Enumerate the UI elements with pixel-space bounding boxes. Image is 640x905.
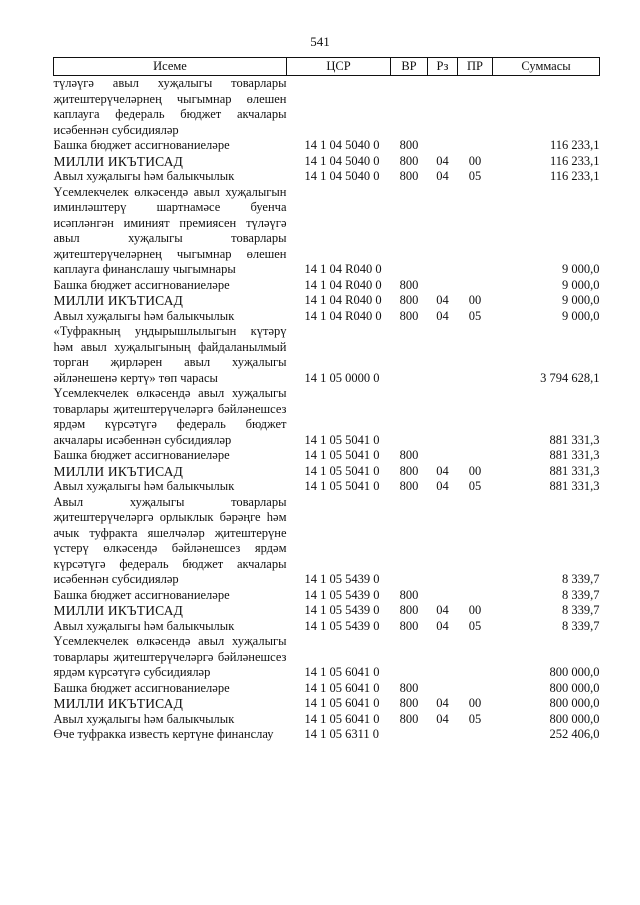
row-rz [428, 386, 458, 448]
row-rz [428, 138, 458, 154]
row-vr: 800 [399, 277, 419, 292]
row-rz: 04 [436, 293, 449, 307]
row-sum: 116 233,1 [549, 153, 600, 168]
row-pr [458, 278, 493, 294]
row-sum: 800 000,0 [549, 711, 600, 726]
table-row [54, 138, 600, 154]
row-rz [428, 681, 458, 697]
table-row [54, 712, 600, 728]
row-rz [428, 588, 458, 604]
table-row [54, 681, 600, 697]
row-pr: 05 [468, 308, 482, 323]
row-sum: 800 000,0 [549, 680, 600, 695]
table-header [54, 58, 600, 76]
row-name: Үсемлекчелек өлкәсендә авыл хуҗалыгы товарлары җитештерүчеләргә бәйләнешсез ярдәм күрсәтүгә федераль бюджет акчалары исәбеннән субсидияләр [53, 386, 287, 447]
row-pr: 00 [468, 153, 482, 168]
row-csr: 14 1 05 5439 0 [304, 618, 380, 633]
row-pr [458, 138, 493, 154]
table-row [54, 324, 600, 386]
row-vr [391, 324, 428, 386]
row-sum: 9 000,0 [562, 293, 600, 307]
row-rz [428, 495, 458, 588]
row-csr: 14 1 04 5040 0 [304, 153, 380, 168]
table-row [54, 634, 600, 681]
row-vr: 800 [399, 680, 419, 695]
row-vr: 800 [399, 711, 419, 726]
row-sum: 8 339,7 [562, 587, 600, 602]
table-row [54, 479, 600, 495]
budget-table [53, 57, 600, 743]
table-row [54, 588, 600, 604]
row-pr [458, 448, 493, 464]
row-vr: 800 [399, 169, 419, 183]
row-sum: 9 000,0 [562, 308, 600, 323]
row-csr: 14 1 05 6311 0 [304, 727, 380, 741]
row-name: Башка бюджет ассигнованиеләре [53, 277, 230, 292]
row-name: МИЛЛИ ИКЪТИСАД [53, 463, 184, 479]
row-rz: 04 [436, 603, 449, 617]
row-csr: 14 1 05 5439 0 [304, 587, 380, 602]
row-csr: 14 1 05 6041 0 [304, 665, 380, 679]
table-row [54, 603, 600, 619]
row-csr: 14 1 05 5041 0 [304, 432, 380, 447]
row-name: Үсемлекчелек өлкәсендә авыл хуҗалыгы товарлары җитештерүчеләргә бәйләнешсез ярдәм күрсәтүгә субсидияләр [53, 634, 287, 679]
row-name: Авыл хуҗалыгы һәм балыкчылык [53, 479, 235, 493]
row-rz [428, 634, 458, 681]
table-row [54, 448, 600, 464]
row-vr: 800 [399, 138, 419, 152]
row-name: Башка бюджет ассигнованиеләре [53, 138, 230, 152]
header-name: Исеме [54, 58, 287, 76]
row-pr [458, 588, 493, 604]
row-pr: 05 [468, 618, 482, 633]
row-name: Авыл хуҗалыгы һәм балыкчылык [53, 711, 235, 726]
row-csr: 14 1 05 6041 0 [304, 711, 380, 726]
header-rz: Рз [428, 58, 458, 76]
row-sum: 116 233,1 [549, 169, 600, 183]
row-rz: 04 [436, 479, 449, 493]
row-csr: 14 1 05 0000 0 [304, 370, 380, 385]
row-vr [391, 386, 428, 448]
row-csr: 14 1 04 R040 0 [304, 308, 382, 323]
row-name: Үсемлекчелек өлкәсендә авыл хуҗалыгын иминләштерү шартнамәсе буенча исәпләнгән иминият премиясен түләүгә авыл хуҗалыгы товарлары җитештерүчеләрнең чыгымнар өлешен каплауга финанслашу чыгымнары [53, 184, 287, 276]
row-name: «Туфракның уңдырышлылыгын күтәрү һәм авыл хуҗалыгының файдаланылмый торган җирләрен авыл хуҗалыгы әйләнешенә кертү» төп чарасы [53, 324, 287, 385]
row-name: Авыл хуҗалыгы товарлары җитештерүчеләргә орлыклык бәрәңге һәм ачык туфракта яшелчәләр җитештерүне үстерү өлкәсендә бәйләнешсез ярдәм күрсәтүгә федераль бюджет акчалары исәбеннән субсидияләр [53, 494, 287, 586]
row-vr: 800 [399, 308, 419, 323]
row-pr [458, 76, 493, 139]
row-name: МИЛЛИ ИКЪТИСАД [53, 293, 184, 308]
row-vr: 800 [399, 603, 419, 617]
row-name: Башка бюджет ассигнованиеләре [53, 587, 230, 602]
row-name: МИЛЛИ ИКЪТИСАД [53, 153, 184, 169]
table-row [54, 696, 600, 712]
row-name: Авыл хуҗалыгы һәм балыкчылык [53, 169, 235, 183]
row-sum: 116 233,1 [549, 138, 600, 152]
row-csr: 14 1 05 5439 0 [304, 603, 380, 617]
row-sum: 881 331,3 [549, 448, 600, 462]
row-rz [428, 448, 458, 464]
row-rz: 04 [436, 463, 449, 478]
row-name: МИЛЛИ ИКЪТИСАД [53, 603, 184, 618]
row-csr: 14 1 05 5041 0 [304, 479, 380, 493]
row-csr: 14 1 04 R040 0 [304, 262, 382, 276]
row-csr: 14 1 05 6041 0 [304, 696, 380, 710]
table-row [54, 154, 600, 170]
row-pr: 00 [468, 463, 482, 478]
row-name: Өче туфракка известь кертүне финанслау [53, 727, 274, 741]
row-sum: 881 331,3 [549, 432, 600, 447]
row-pr: 05 [468, 479, 482, 493]
row-sum: 881 331,3 [549, 463, 600, 478]
row-csr: 14 1 05 5439 0 [304, 572, 380, 586]
row-pr [458, 386, 493, 448]
row-name: Башка бюджет ассигнованиеләре [53, 680, 230, 695]
row-sum: 3 794 628,1 [540, 370, 600, 385]
row-pr [458, 185, 493, 278]
table-row [54, 495, 600, 588]
row-vr [391, 727, 428, 743]
row-sum: 800 000,0 [549, 665, 600, 679]
row-sum: 8 339,7 [562, 603, 600, 617]
row-sum: 8 339,7 [562, 572, 600, 586]
table-row [54, 386, 600, 448]
row-pr [458, 727, 493, 743]
row-pr [458, 324, 493, 386]
row-csr: 14 1 04 R040 0 [304, 293, 382, 307]
row-csr [287, 76, 391, 139]
row-vr: 800 [399, 293, 419, 307]
row-vr: 800 [399, 696, 419, 710]
header-sum: Суммасы [493, 58, 600, 76]
row-vr: 800 [399, 463, 419, 478]
table-row [54, 727, 600, 743]
row-rz [428, 324, 458, 386]
row-vr: 800 [399, 479, 419, 493]
row-pr [458, 634, 493, 681]
table-body [54, 76, 600, 743]
row-rz: 04 [436, 618, 449, 633]
row-pr [458, 681, 493, 697]
page-number: 541 [310, 34, 330, 49]
row-csr: 14 1 04 5040 0 [304, 138, 380, 152]
table-row [54, 464, 600, 480]
row-pr [458, 495, 493, 588]
table-row [54, 619, 600, 635]
row-pr: 05 [468, 169, 482, 183]
row-rz [428, 278, 458, 294]
header-csr: ЦСР [287, 58, 391, 76]
row-sum: 800 000,0 [549, 696, 600, 710]
table-row [54, 278, 600, 294]
row-sum [493, 76, 600, 139]
row-pr: 00 [468, 293, 482, 307]
row-rz: 04 [436, 153, 449, 168]
row-rz: 04 [436, 308, 449, 323]
header-vr: ВР [391, 58, 428, 76]
row-sum: 9 000,0 [562, 262, 600, 276]
table-row [54, 309, 600, 325]
table-row [54, 76, 600, 139]
row-pr: 00 [468, 696, 482, 710]
row-sum: 8 339,7 [562, 618, 600, 633]
row-sum: 252 406,0 [549, 727, 600, 741]
table-row [54, 169, 600, 185]
row-csr: 14 1 04 R040 0 [304, 277, 382, 292]
row-csr: 14 1 05 5041 0 [304, 448, 380, 462]
row-sum: 881 331,3 [549, 479, 600, 493]
row-rz: 04 [436, 169, 449, 183]
row-pr: 00 [468, 603, 482, 617]
row-vr: 800 [399, 618, 419, 633]
row-vr [391, 634, 428, 681]
row-vr [391, 185, 428, 278]
row-csr: 14 1 05 6041 0 [304, 680, 380, 695]
row-vr: 800 [399, 448, 419, 462]
row-rz [428, 185, 458, 278]
row-name: тү‌ләүгә авыл хуҗалыгы товарлары җитештерүчеләрнең чыгымнар өлешен каплауга федераль бюджет акчалары исәбеннән субсидияләр [53, 76, 287, 137]
row-rz [428, 76, 458, 139]
row-csr: 14 1 05 5041 0 [304, 463, 380, 478]
row-pr: 05 [468, 711, 482, 726]
row-rz: 04 [436, 696, 449, 710]
row-name: Башка бюджет ассигнованиеләре [53, 448, 230, 462]
row-sum: 9 000,0 [562, 277, 600, 292]
row-name: Авыл хуҗалыгы һәм балыкчылык [53, 308, 235, 323]
row-vr [391, 495, 428, 588]
row-rz: 04 [436, 711, 449, 726]
header-pr: ПР [458, 58, 493, 76]
row-name: Авыл хуҗалыгы һәм балыкчылык [53, 618, 235, 633]
row-csr: 14 1 04 5040 0 [304, 169, 380, 183]
row-vr: 800 [399, 587, 419, 602]
table-row [54, 293, 600, 309]
row-rz [428, 727, 458, 743]
table-row [54, 185, 600, 278]
row-vr [391, 76, 428, 139]
row-name: МИЛЛИ ИКЪТИСАД [53, 696, 184, 711]
row-vr: 800 [399, 153, 419, 168]
